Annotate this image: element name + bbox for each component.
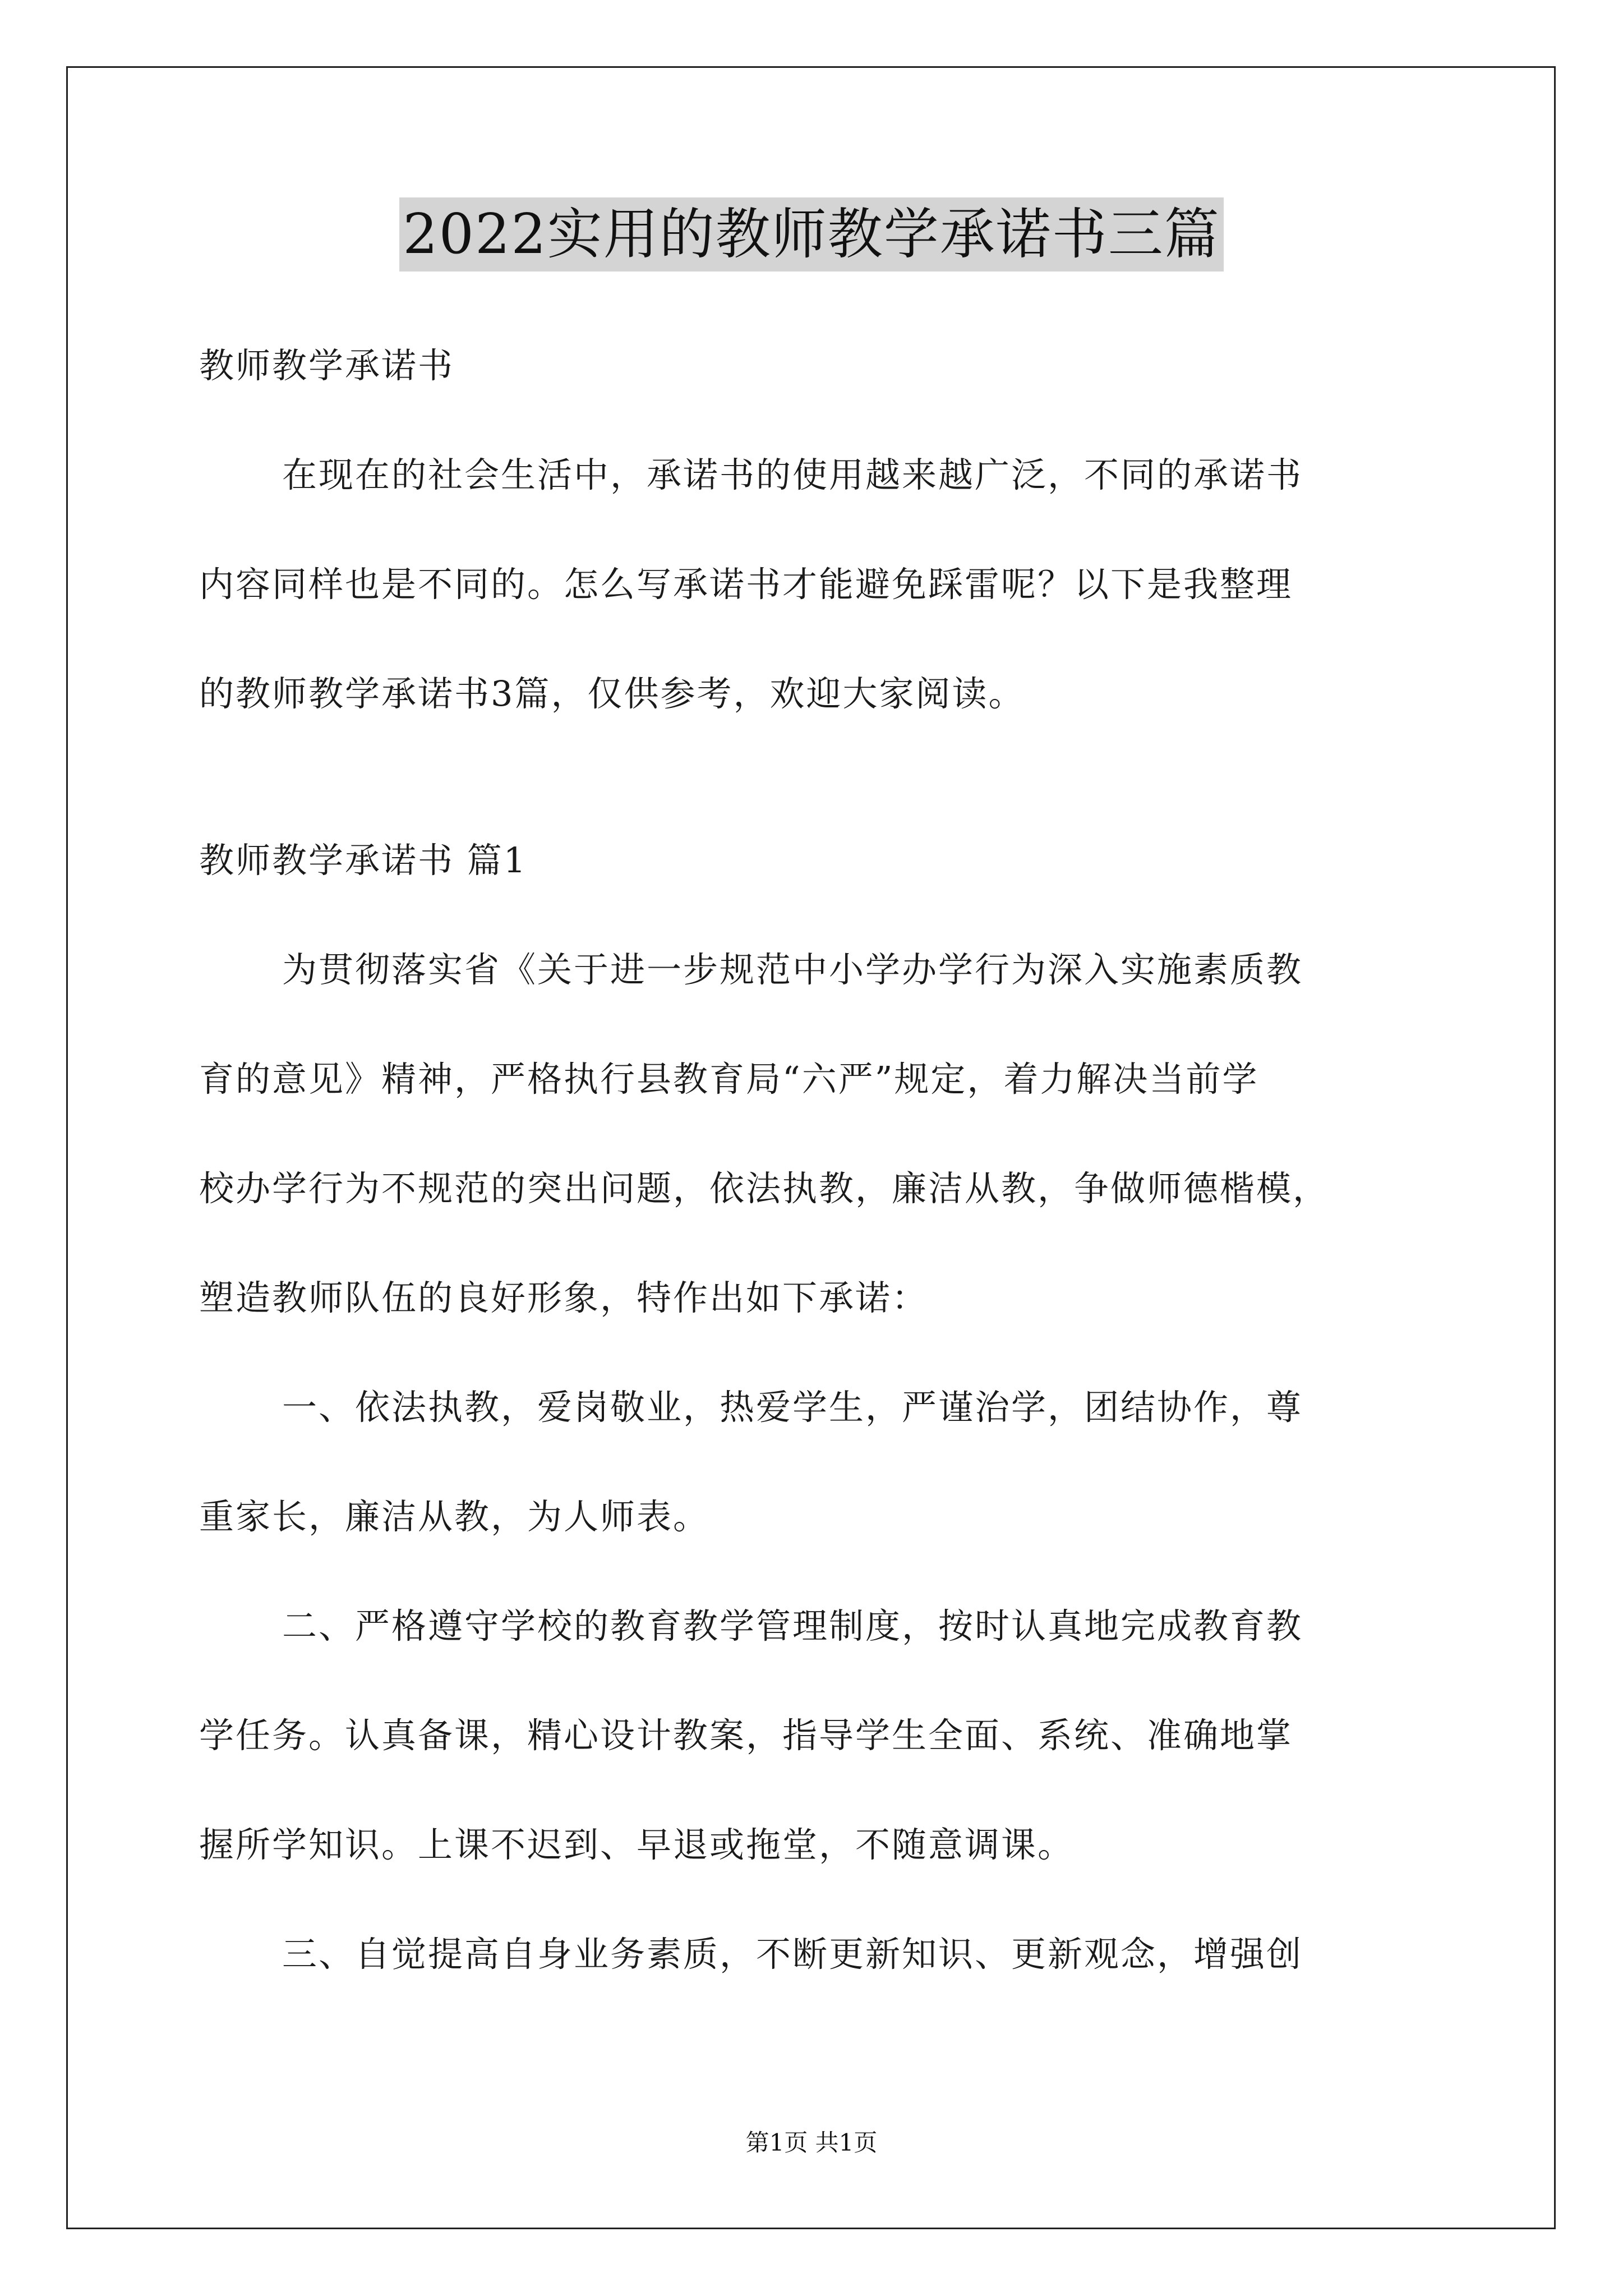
intro-line: 内容同样也是不同的。怎么写承诺书才能避免踩雷呢？以下是我整理 — [199, 564, 1293, 605]
paragraph-line: 为贯彻落实省《关于进一步规范中小学办学行为深入实施素质教 — [282, 949, 1303, 990]
intro-heading: 教师教学承诺书 — [199, 345, 455, 386]
spacer — [199, 394, 1450, 447]
spacer — [199, 1217, 1450, 1270]
paragraph-line: 一、依法执教，爱岗敬业，热爱学生，严谨治学，团结协作，尊 — [282, 1387, 1303, 1428]
document-body — [199, 338, 1450, 1982]
section-heading: 教师教学承诺书 篇1 — [199, 840, 528, 881]
paragraph-line: 塑造教师队伍的良好形象，特作出如下承诺： — [199, 1277, 929, 1318]
paragraph-line: 学任务。认真备课，精心设计教案，指导学生全面、系统、准确地掌 — [199, 1715, 1293, 1756]
spacer — [199, 1654, 1450, 1708]
paragraph-line: 三、自觉提高自身业务素质，不断更新知识、更新观念，增强创 — [282, 1934, 1303, 1975]
spacer — [199, 722, 1450, 832]
paragraph-line: 校办学行为不规范的突出问题，依法执教，廉洁从教，争做师德楷模， — [199, 1168, 1330, 1209]
section1-item-1 — [199, 1379, 1450, 1545]
title-container — [0, 197, 1623, 272]
intro-line: 的教师教学承诺书3篇，仅供参考，欢迎大家阅读。 — [199, 673, 1025, 714]
spacer — [199, 1545, 1450, 1598]
spacer — [199, 1107, 1450, 1161]
spacer — [199, 1873, 1450, 1926]
document-title: 2022实用的教师教学承诺书三篇 — [399, 197, 1223, 272]
page-footer: 第1页 共1页 — [745, 2129, 878, 2156]
spacer — [199, 613, 1450, 666]
intro-line: 在现在的社会生活中，承诺书的使用越来越广泛，不同的承诺书 — [282, 454, 1303, 495]
spacer — [199, 889, 1450, 942]
section1-item-3 — [199, 1926, 1450, 1982]
section1-paragraph — [199, 942, 1450, 1326]
spacer — [199, 998, 1450, 1051]
paragraph-line: 重家长，廉洁从教，为人师表。 — [199, 1496, 710, 1537]
section1-item-2 — [199, 1598, 1450, 1873]
paragraph-line: 二、严格遵守学校的教育教学管理制度，按时认真地完成教育教 — [282, 1605, 1303, 1646]
spacer — [199, 503, 1450, 556]
paragraph-line: 握所学知识。上课不迟到、早退或拖堂，不随意调课。 — [199, 1824, 1075, 1865]
paragraph-line: 育的意见》精神，严格执行县教育局“六严”规定，着力解决当前学 — [199, 1059, 1259, 1099]
intro-paragraph — [199, 447, 1450, 722]
spacer — [199, 1764, 1450, 1817]
spacer — [199, 1326, 1450, 1379]
spacer — [199, 1435, 1450, 1489]
